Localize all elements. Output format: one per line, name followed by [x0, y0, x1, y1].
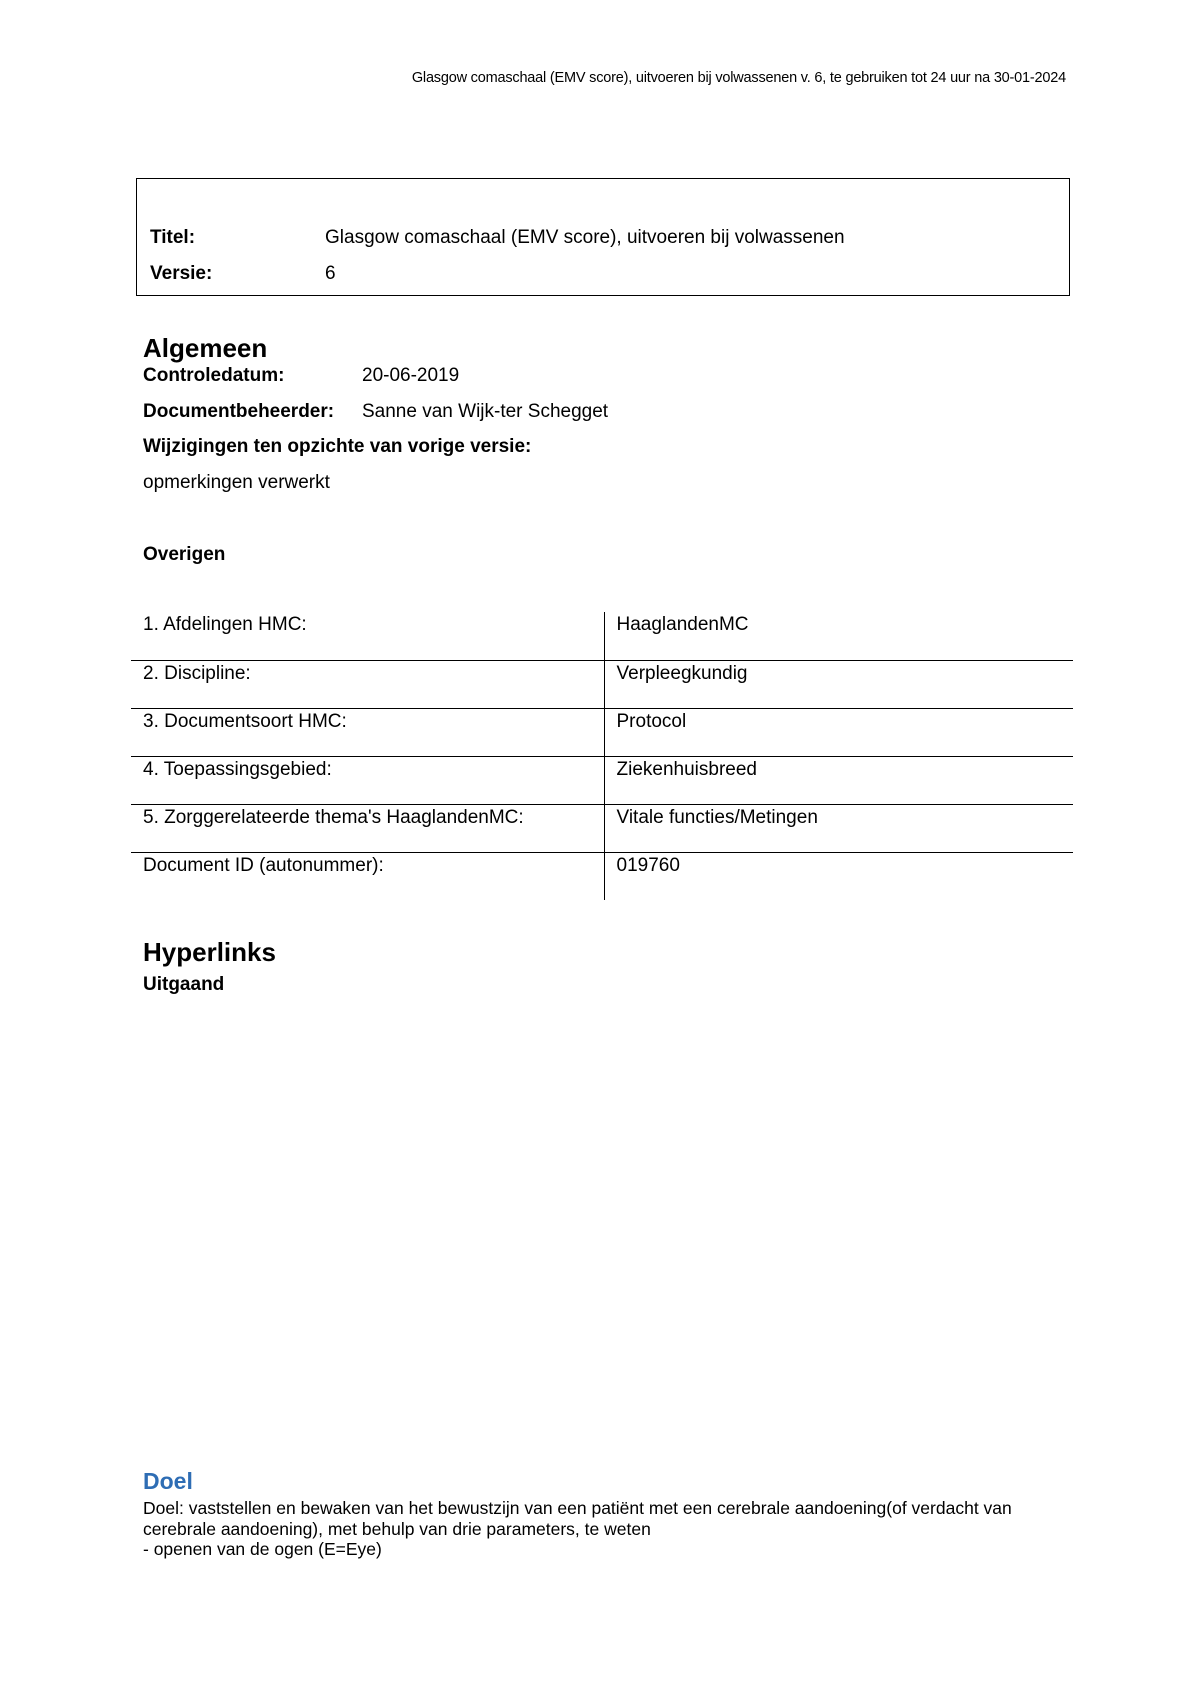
row-label: Document ID (autonummer):	[131, 852, 604, 900]
doel-line: cerebrale aandoening), met behulp van drie parameters, te weten	[143, 1518, 651, 1539]
title-label: Titel:	[150, 227, 196, 248]
table-row	[131, 708, 1073, 756]
control-date-label: Controledatum:	[143, 365, 285, 386]
changes-label: Wijzigingen ten opzichte van vorige versie:	[143, 436, 532, 457]
doel-heading: Doel	[143, 1468, 193, 1494]
table-row	[131, 852, 1073, 900]
changes-value: opmerkingen verwerkt	[143, 472, 330, 493]
doel-text	[143, 1498, 1083, 1560]
table-row	[131, 660, 1073, 708]
control-date-value: 20-06-2019	[362, 365, 460, 386]
row-label: 5. Zorggerelateerde thema's HaaglandenMC:	[131, 804, 604, 852]
title-value: Glasgow comaschaal (EMV score), uitvoeren bij volwassenen	[325, 227, 845, 248]
algemeen-heading: Algemeen	[143, 333, 268, 363]
row-label: 4. Toepassingsgebied:	[131, 756, 604, 804]
running-header: Glasgow comaschaal (EMV score), uitvoeren bij volwassenen v. 6, te gebruiken tot 24 uur na 30-01-2024	[411, 70, 1066, 86]
table-row	[131, 756, 1073, 804]
row-value: HaaglandenMC	[616, 614, 749, 635]
title-box	[136, 178, 1070, 296]
row-value: Vitale functies/Metingen	[604, 804, 1073, 852]
row-value: 019760	[604, 852, 1073, 900]
row-label: 2. Discipline:	[131, 660, 604, 708]
version-label: Versie:	[150, 263, 213, 284]
document-manager-value: Sanne van Wijk-ter Schegget	[362, 401, 609, 422]
row-value: Verpleegkundig	[604, 660, 1073, 708]
overigen-heading: Overigen	[143, 544, 226, 565]
doel-line: - openen van de ogen (E=Eye)	[143, 1539, 382, 1559]
doel-line: Doel: vaststellen en bewaken van het bewustzijn van een patiënt met een cerebrale aandoening(of verdacht van	[143, 1498, 1012, 1518]
document-manager-label: Documentbeheerder:	[143, 401, 335, 422]
row-value: Ziekenhuisbreed	[604, 756, 1073, 804]
table-row	[131, 804, 1073, 852]
table-row	[131, 612, 1073, 660]
row-label: 1. Afdelingen HMC:	[131, 612, 604, 660]
hyperlinks-heading: Hyperlinks	[143, 937, 276, 967]
row-value: Protocol	[604, 708, 1073, 756]
outgoing-links-heading: Uitgaand	[143, 974, 225, 995]
properties-table	[131, 612, 1073, 900]
version-value: 6	[325, 263, 336, 284]
row-label: 3. Documentsoort HMC:	[131, 708, 604, 756]
